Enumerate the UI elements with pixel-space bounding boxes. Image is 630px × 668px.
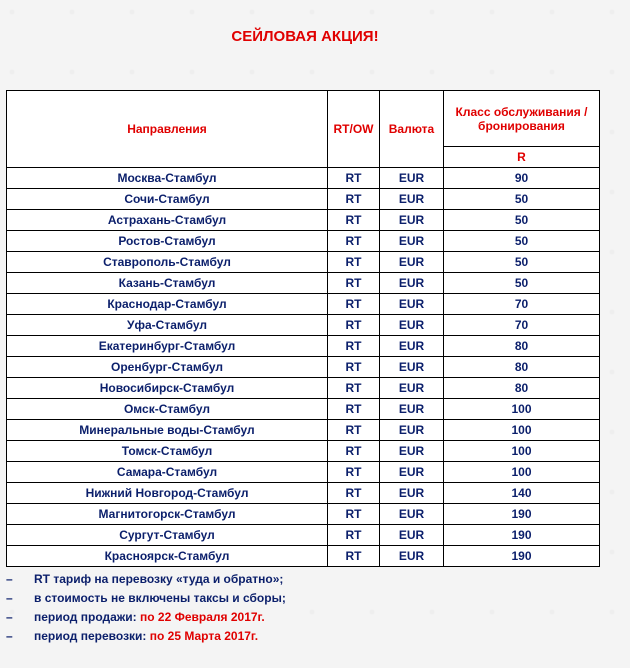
route-cell: Оренбург-Стамбул — [7, 357, 328, 378]
type-cell: RT — [328, 336, 380, 357]
currency-cell: EUR — [380, 231, 444, 252]
type-cell: RT — [328, 231, 380, 252]
currency-cell: EUR — [380, 294, 444, 315]
header-rt-ow: RT/OW — [328, 91, 380, 168]
price-cell: 190 — [444, 525, 600, 546]
type-cell: RT — [328, 483, 380, 504]
type-cell: RT — [328, 357, 380, 378]
currency-cell: EUR — [380, 483, 444, 504]
currency-cell: EUR — [380, 336, 444, 357]
notes-list — [6, 570, 606, 646]
type-cell: RT — [328, 525, 380, 546]
route-cell: Краснодар-Стамбул — [7, 294, 328, 315]
type-cell: RT — [328, 462, 380, 483]
note-highlight: по 25 Марта 2017г. — [149, 629, 259, 643]
table-row — [7, 525, 600, 546]
currency-cell: EUR — [380, 378, 444, 399]
currency-cell: EUR — [380, 399, 444, 420]
table-row — [7, 441, 600, 462]
price-cell: 190 — [444, 504, 600, 525]
price-cell: 80 — [444, 378, 600, 399]
price-cell: 90 — [444, 168, 600, 189]
route-cell: Москва-Стамбул — [7, 168, 328, 189]
table-row — [7, 399, 600, 420]
note-highlight: по 22 Февраля 2017г. — [140, 610, 265, 624]
route-cell: Минеральные воды-Стамбул — [7, 420, 328, 441]
route-cell: Уфа-Стамбул — [7, 315, 328, 336]
currency-cell: EUR — [380, 546, 444, 567]
table-row — [7, 252, 600, 273]
price-cell: 70 — [444, 294, 600, 315]
table-row — [7, 462, 600, 483]
price-cell: 100 — [444, 462, 600, 483]
currency-cell: EUR — [380, 420, 444, 441]
header-direction: Направления — [7, 91, 328, 168]
type-cell: RT — [328, 441, 380, 462]
type-cell: RT — [328, 168, 380, 189]
table-row — [7, 357, 600, 378]
bullet-dash: – — [6, 629, 13, 643]
route-cell: Красноярск-Стамбул — [7, 546, 328, 567]
note-text: период продажи: — [34, 610, 141, 624]
price-cell: 100 — [444, 399, 600, 420]
table-row — [7, 378, 600, 399]
table-row — [7, 336, 600, 357]
currency-cell: EUR — [380, 504, 444, 525]
price-cell: 70 — [444, 315, 600, 336]
route-cell: Самара-Стамбул — [7, 462, 328, 483]
type-cell: RT — [328, 273, 380, 294]
currency-cell: EUR — [380, 273, 444, 294]
page-title: СЕЙЛОВАЯ АКЦИЯ! — [231, 28, 379, 45]
currency-cell: EUR — [380, 462, 444, 483]
price-cell: 80 — [444, 357, 600, 378]
currency-cell: EUR — [380, 168, 444, 189]
currency-cell: EUR — [380, 441, 444, 462]
currency-cell: EUR — [380, 252, 444, 273]
price-cell: 140 — [444, 483, 600, 504]
table-row — [7, 231, 600, 252]
currency-cell: EUR — [380, 210, 444, 231]
table-row — [7, 420, 600, 441]
table-row — [7, 483, 600, 504]
route-cell: Магнитогорск-Стамбул — [7, 504, 328, 525]
table-row — [7, 315, 600, 336]
type-cell: RT — [328, 504, 380, 525]
type-cell: RT — [328, 420, 380, 441]
price-cell: 50 — [444, 252, 600, 273]
route-cell: Новосибирск-Стамбул — [7, 378, 328, 399]
price-cell: 80 — [444, 336, 600, 357]
currency-cell: EUR — [380, 525, 444, 546]
note-text: в стоимость не включены таксы и сборы; — [34, 591, 286, 605]
note-item — [6, 570, 606, 589]
currency-cell: EUR — [380, 357, 444, 378]
type-cell: RT — [328, 294, 380, 315]
price-cell: 190 — [444, 546, 600, 567]
note-item — [6, 589, 606, 608]
header-class: Класс обслуживания / бронирования — [444, 91, 600, 147]
bullet-dash: – — [6, 591, 13, 605]
table-row — [7, 168, 600, 189]
route-cell: Ставрополь-Стамбул — [7, 252, 328, 273]
route-cell: Астрахань-Стамбул — [7, 210, 328, 231]
bullet-dash: – — [6, 572, 13, 586]
type-cell: RT — [328, 378, 380, 399]
note-text: RT тариф на перевозку «туда и обратно»; — [34, 572, 284, 586]
currency-cell: EUR — [380, 189, 444, 210]
type-cell: RT — [328, 315, 380, 336]
header-currency: Валюта — [380, 91, 444, 168]
type-cell: RT — [328, 399, 380, 420]
table-row — [7, 504, 600, 525]
route-cell: Екатеринбург-Стамбул — [7, 336, 328, 357]
type-cell: RT — [328, 189, 380, 210]
header-class-code: R — [444, 147, 600, 168]
table-row — [7, 189, 600, 210]
route-cell: Ростов-Стамбул — [7, 231, 328, 252]
type-cell: RT — [328, 546, 380, 567]
type-cell: RT — [328, 210, 380, 231]
price-cell: 100 — [444, 420, 600, 441]
table-row — [7, 210, 600, 231]
route-cell: Нижний Новгород-Стамбул — [7, 483, 328, 504]
table-row — [7, 294, 600, 315]
price-cell: 50 — [444, 210, 600, 231]
note-text: период перевозки: — [34, 629, 150, 643]
price-cell: 50 — [444, 231, 600, 252]
price-cell: 50 — [444, 189, 600, 210]
table-row — [7, 273, 600, 294]
route-cell: Сочи-Стамбул — [7, 189, 328, 210]
table-row — [7, 546, 600, 567]
route-cell: Сургут-Стамбул — [7, 525, 328, 546]
fare-table-body — [7, 168, 600, 567]
note-item — [6, 627, 606, 646]
route-cell: Томск-Стамбул — [7, 441, 328, 462]
fare-table — [6, 90, 600, 567]
type-cell: RT — [328, 252, 380, 273]
note-item — [6, 608, 606, 627]
price-cell: 100 — [444, 441, 600, 462]
bullet-dash: – — [6, 610, 13, 624]
route-cell: Омск-Стамбул — [7, 399, 328, 420]
route-cell: Казань-Стамбул — [7, 273, 328, 294]
price-cell: 50 — [444, 273, 600, 294]
currency-cell: EUR — [380, 315, 444, 336]
